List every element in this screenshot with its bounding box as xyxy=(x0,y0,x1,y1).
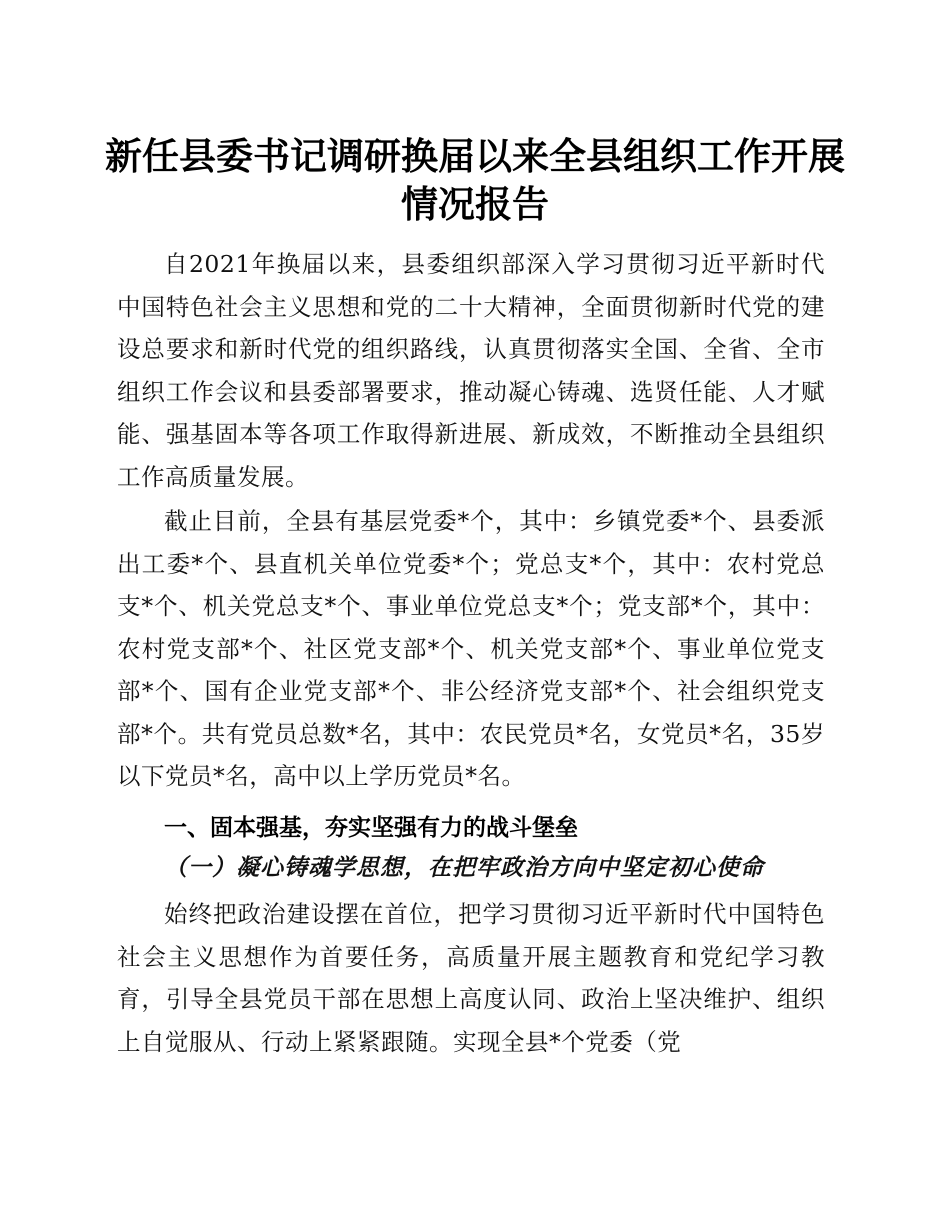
document-title: 新任县委书记调研换届以来全县组织工作开展情况报告 xyxy=(105,134,845,226)
subsection-heading: （一）凝心铸魂学思想，在把牢政治方向中坚定初心使命 xyxy=(164,854,764,881)
paragraph-intro: 自2021年换届以来，县委组织部深入学习贯彻习近平新时代中国特色社会主义思想和党的二十大精神，全面贯彻新时代党的建设总要求和新时代党的组织路线，认真贯彻落实全国、全省、全市组织工作会议和县委部署要求，推动凝心铸魂、选贤任能、人才赋能、强基固本等各项工作取得新进展、新成效，不断推动全县组织工作高质量发展。 xyxy=(117,250,825,491)
section-heading: 一、固本强基，夯实坚强有力的战斗堡垒 xyxy=(164,815,578,841)
paragraph-statistics: 截止目前，全县有基层党委*个，其中：乡镇党委*个、县委派出工委*个、县直机关单位党委*个；党总支*个，其中：农村党总支*个、机关党总支*个、事业单位党总支*个；党支部*个，其中：农村党支部*个、社区党支部*个、机关党支部*个、事业单位党支部*个、国有企业党支部*个、非公经济党支部*个、社会组织党支部*个。共有党员总数*名，其中：农民党员*名，女党员*名，35岁以下党员*名，高中以上学历党员*名。 xyxy=(117,507,825,790)
paragraph-political-building: 始终把政治建设摆在首位，把学习贯彻习近平新时代中国特色社会主义思想作为首要任务，高质量开展主题教育和党纪学习教育，引导全县党员干部在思想上高度认同、政治上坚决维护、组织上自觉服从、行动上紧紧跟随。实现全县*个党委（党 xyxy=(117,900,825,1056)
